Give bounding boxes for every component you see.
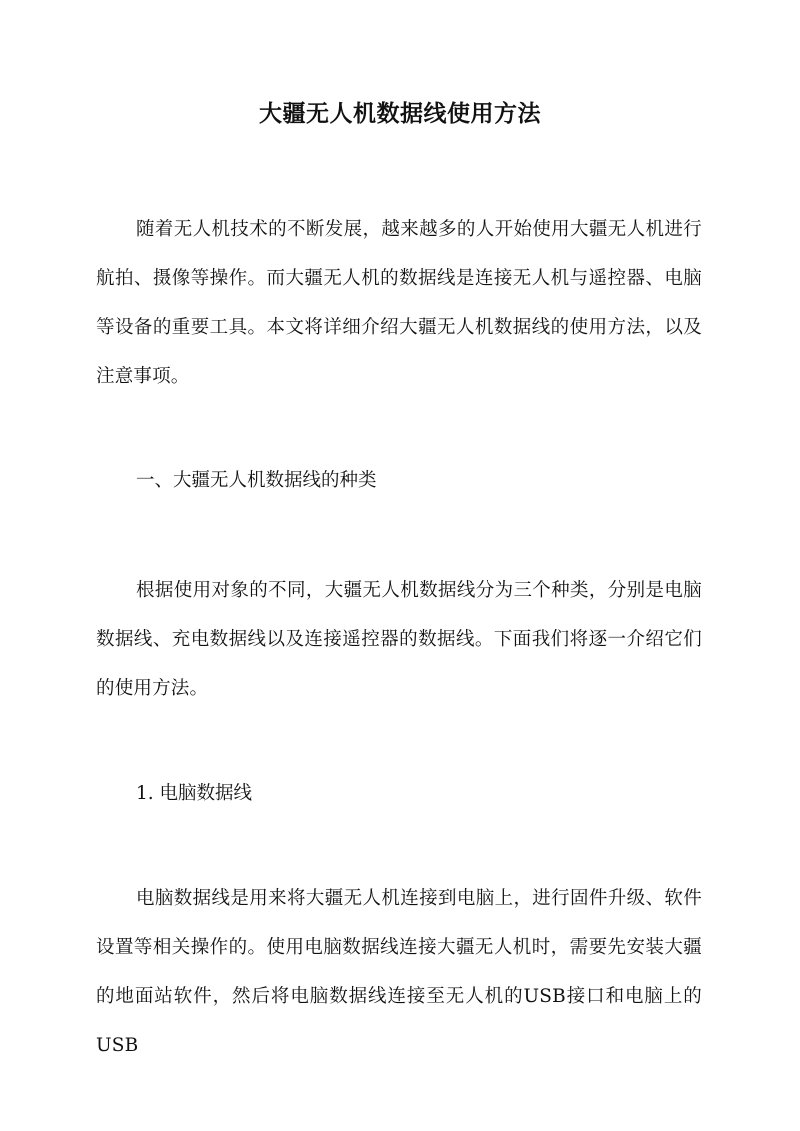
section-heading-types: 一、大疆无人机数据线的种类 <box>136 470 377 491</box>
subsection-paragraph-computer-cable: 电脑数据线是用来将大疆无人机连接到电脑上，进行固件升级、软件设置等相关操作的。使用电脑数据线连接大疆无人机时，需要先安装大疆的地面站软件，然后将电脑数据线连接至无人机的USB接口和电脑上的USB <box>96 888 702 1056</box>
subsection-heading-computer-cable: 1. 电脑数据线 <box>136 783 253 804</box>
section-paragraph-types: 根据使用对象的不同，大疆无人机数据线分为三个种类，分别是电脑数据线、充电数据线以及连接遥控器的数据线。下面我们将逐一介绍它们的使用方法。 <box>96 580 702 699</box>
intro-paragraph: 随着无人机技术的不断发展，越来越多的人开始使用大疆无人机进行航拍、摄像等操作。而大疆无人机的数据线是连接无人机与遥控器、电脑等设备的重要工具。本文将详细介绍大疆无人机数据线的使用方法，以及注意事项。 <box>96 219 702 387</box>
document-title: 大疆无人机数据线使用方法 <box>259 100 541 127</box>
